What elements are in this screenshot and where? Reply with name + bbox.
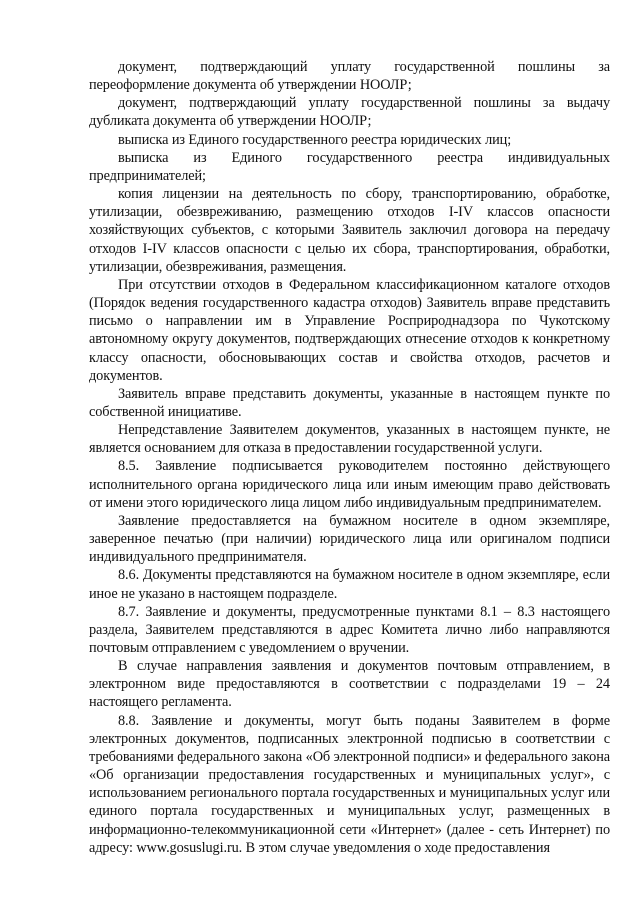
paragraph-entrepreneurs-extract: выписка из Единого государственного реестра индивидуальных предпринимателей; — [89, 149, 610, 184]
paragraph-8-6: 8.6. Документы представляются на бумажном носителе в одном экземпляре, если иное не указано в настоящем подразделе. — [89, 567, 610, 602]
paragraph-legal-entities-extract: выписка из Единого государственного реестра юридических лиц; — [118, 131, 512, 148]
paragraph-paper-application: Заявление предоставляется на бумажном носителе в одном экземпляре, заверенное печатью (при наличии) юридического лица или оригиналом подписи индивидуального предпринимателя. — [89, 512, 610, 566]
paragraph-postal-submission: В случае направления заявления и документов почтовым отправлением, в электронном виде предоставляются в соответствии с подразделами 19 – 24 настоящего регламента. — [89, 658, 610, 711]
paragraph-own-initiative: Заявитель вправе представить документы, указанные в настоящем пункте по собственной инициативе. — [89, 385, 610, 420]
paragraph-non-submission: Непредставление Заявителем документов, указанных в настоящем пункте, не является основанием для отказа в предоставлении государственной услуги. — [89, 422, 610, 457]
paragraph-fee-duplicate: документ, подтверждающий уплату государственной пошлины за выдачу дубликата документа об утверждении НООЛР; — [89, 95, 610, 130]
paragraph-8-5: 8.5. Заявление подписывается руководителем постоянно действующего исполнительного органа юридического лица или иным имеющим право действовать от имени этого юридического лица лицом либо индивидуальным предпринимателем. — [89, 458, 610, 511]
paragraph-catalog-absence: При отсутствии отходов в Федеральном классификационном каталоге отходов (Порядок ведения государственного кадастра отходов) Заявитель вправе представить письмо о направлении им в Управление Росприроднадзора по Чукотскому автономному округу документов, подтверждающих отнесение отходов к конкретному классу опасности, обосновывающих состав и свойства отходов, расчетов и документов. — [89, 276, 610, 384]
paragraph-license-copy: копия лицензии на деятельность по сбору, транспортированию, обработке, утилизации, обезвреживанию, размещению отходов I-IV классов опасности хозяйствующих субъектов, с которыми Заявитель заключил договора на передачу отходов I-IV классов опасности с целью их сбора, транспортирования, обработки, утилизации, обезвреживания, размещения. — [89, 186, 610, 275]
paragraph-fee-reissue: документ, подтверждающий уплату государственной пошлины за переоформление документа об утверждении НООЛР; — [89, 59, 610, 94]
paragraph-8-8: 8.8. Заявление и документы, могут быть поданы Заявителем в форме электронных документов, подписанных электронной подписью в соответствии с требованиями федерального закона «Об электронной подписи» и федерального закона «Об организации предоставления государственных и муниципальных услуг», с использованием регионального портала государственных и муниципальных услуг или единого портала государственных и муниципальных услуг, размещенных в информационно-телекоммуникационной сети «Интернет» (далее - сеть Интернет) по адресу: www.gosuslugi.ru. В этом случае уведомления о ходе предоставления — [89, 712, 610, 856]
paragraph-8-7: 8.7. Заявление и документы, предусмотренные пунктами 8.1 – 8.3 настоящего раздела, Заявителем представляются в адрес Комитета лично либо направляются почтовым отправлением с уведомлением о вручении. — [89, 603, 610, 656]
